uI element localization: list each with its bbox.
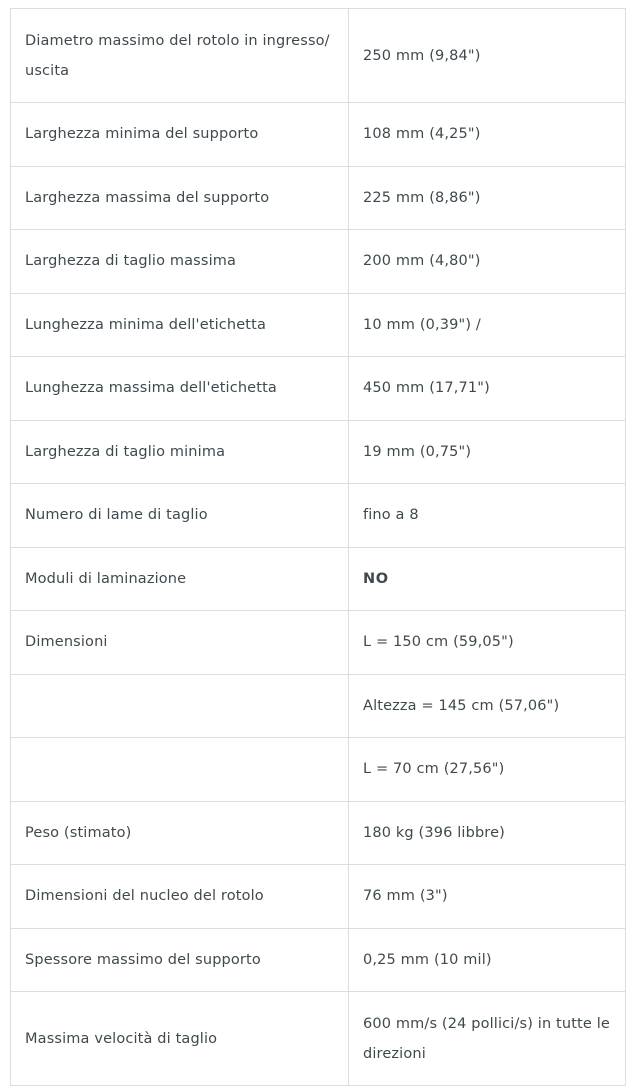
spec-value: 10 mm (0,39") / <box>363 316 481 333</box>
specifications-table <box>10 8 626 1086</box>
table-row <box>11 865 625 929</box>
table-row <box>11 230 625 294</box>
table-row <box>11 992 625 1086</box>
spec-value: 450 mm (17,71") <box>363 380 490 397</box>
spec-label: Dimensioni <box>11 611 349 674</box>
spec-label: Lunghezza minima dell'etichetta <box>11 294 349 357</box>
table-row <box>11 802 625 866</box>
spec-label: Larghezza di taglio minima <box>11 421 349 484</box>
spec-value: 76 mm (3") <box>363 888 448 905</box>
spec-value: 0,25 mm (10 mil) <box>363 951 492 968</box>
spec-value: 200 mm (4,80") <box>363 253 481 270</box>
spec-label: Spessore massimo del supporto <box>11 929 349 992</box>
spec-value: 19 mm (0,75") <box>363 443 472 460</box>
spec-label: Dimensioni del nucleo del rotolo <box>11 865 349 928</box>
spec-label: Larghezza di taglio massima <box>11 230 349 293</box>
spec-label: Massima velocità di taglio <box>11 992 349 1085</box>
table-row <box>11 103 625 167</box>
table-row <box>11 167 625 231</box>
spec-label: Diametro massimo del rotolo in ingresso/ uscita <box>11 9 349 102</box>
table-row <box>11 611 625 675</box>
spec-value: L = 70 cm (27,56") <box>363 761 505 778</box>
table-row <box>11 675 625 739</box>
spec-label: Lunghezza massima dell'etichetta <box>11 357 349 420</box>
spec-value: NO <box>363 570 389 587</box>
spec-value: 600 mm/s (24 pollici/s) in tutte le direzioni <box>363 1015 610 1062</box>
spec-value: 180 kg (396 libbre) <box>363 824 505 841</box>
spec-label: Moduli di laminazione <box>11 548 349 611</box>
table-row <box>11 738 625 802</box>
table-row <box>11 357 625 421</box>
spec-value: L = 150 cm (59,05") <box>363 634 514 651</box>
table-row <box>11 9 625 103</box>
spec-label <box>11 675 349 738</box>
table-row <box>11 548 625 612</box>
table-row <box>11 421 625 485</box>
spec-label: Larghezza minima del supporto <box>11 103 349 166</box>
table-row <box>11 294 625 358</box>
spec-label: Peso (stimato) <box>11 802 349 865</box>
spec-label <box>11 738 349 801</box>
spec-label: Numero di lame di taglio <box>11 484 349 547</box>
spec-value: 108 mm (4,25") <box>363 126 481 143</box>
spec-value: 225 mm (8,86") <box>363 189 481 206</box>
table-row <box>11 484 625 548</box>
spec-value: Altezza = 145 cm (57,06") <box>363 697 560 714</box>
table-row <box>11 929 625 993</box>
spec-value: fino a 8 <box>363 507 419 524</box>
spec-label: Larghezza massima del supporto <box>11 167 349 230</box>
spec-value: 250 mm (9,84") <box>363 47 481 64</box>
